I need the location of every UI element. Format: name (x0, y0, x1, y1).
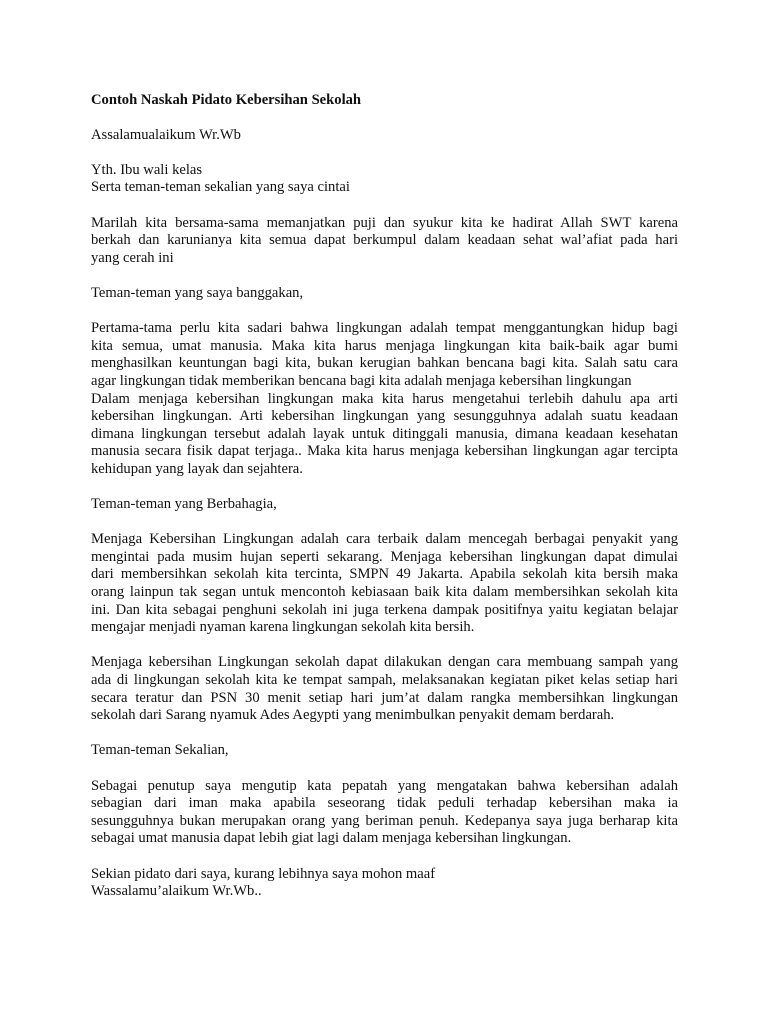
paragraph-line: manusia secara fisik dapat terjaga.. Maka kita harus menjaga kebersihan lingkungan agar tercipta (91, 443, 678, 460)
paragraph-line: mengajar menjadi nyaman karena lingkungan sekolah kita bersih. (91, 619, 475, 636)
paragraph-environment (91, 320, 678, 478)
paragraph-line: Pertama-tama perlu kita sadari bahwa lingkungan adalah tempat menggantungkan hidup bagi (91, 320, 678, 337)
paragraph-line: ada di lingkungan sekolah kita ke tempat sampah, melaksanakan kegiatan piket kelas setiap hari (91, 672, 678, 688)
paragraph-line: berkah dan karunianya kita semua dapat berkumpul dalam keadaan sehat wal’afiat pada hari (91, 232, 678, 249)
paragraph-line: yang cerah ini (91, 249, 174, 266)
salutation-line: Teman-teman yang saya banggakan, (91, 284, 304, 301)
paragraph-line: kehidupan yang layak dan sejahtera. (91, 460, 303, 477)
document-page (91, 92, 678, 918)
paragraph-line: kita semua, umat manusia. Maka kita harus menjaga lingkungan kita baik-baik agar bumi (91, 337, 678, 354)
paragraph-line: Menjaga kebersihan Lingkungan sekolah dapat dilakukan dengan cara membuang sampah yang (91, 654, 678, 671)
paragraph-line: Sebagai penutup saya mengutip kata pepatah yang mengatakan bahwa kebersihan adalah (91, 777, 678, 794)
paragraph-line: Dalam menjaga kebersihan lingkungan maka kita harus mengetahui terlebih dahulu apa arti (91, 390, 678, 407)
paragraph-line: Menjaga Kebersihan Lingkungan adalah cara terbaik dalam mencegah berbagai penyakit yang (91, 531, 678, 548)
closing-line: Wassalamu’alaikum Wr.Wb.. (91, 883, 262, 900)
salutation-1 (91, 285, 678, 303)
address-block (91, 162, 678, 197)
paragraph-line: sebagai umat manusia dapat lebih giat lagi dalam menjaga kebersihan lingkungan. (91, 830, 572, 847)
paragraph-line: dimana lingkungan tersebut adalah layak untuk ditinggali manusia, dimana keadaan kesehatan (91, 425, 678, 442)
paragraph-cleanliness (91, 531, 678, 637)
greeting-line: Assalamualaikum Wr.Wb (91, 126, 241, 143)
paragraph-line: agar lingkungan tidak memberikan bencana bagi kita adalah menjaga kebersihan lingkungan (91, 372, 632, 389)
paragraph-line: ini. Dan kita sebagai penghuni sekolah ini juga terkena dampak positifnya yaitu kegiatan belajar (91, 601, 678, 618)
closing-block (91, 866, 678, 901)
paragraph-closing (91, 778, 678, 848)
salutation-2 (91, 496, 678, 514)
paragraph-line: mengintai pada musim hujan seperti sekarang. Menjaga kebersihan lingkungan dapat dimulai (91, 548, 678, 565)
paragraph-line: dari membersihkan sekolah kita tercinta, SMPN 49 Jakarta. Apabila sekolah kita bersih maka (91, 566, 678, 583)
paragraph-line: orang lainpun tak segan untuk mencontoh kebiasaan baik kita dalam membersihkan sekolah kita (91, 584, 678, 601)
closing-line: Sekian pidato dari saya, kurang lebihnya saya mohon maaf (91, 865, 436, 882)
paragraph-line: secara teratur dan PSN 30 menit setiap hari jum’at dalam rangka membersihkan lingkungan (91, 689, 678, 706)
paragraph-line: sebagian dari iman maka apabila seseorang tidak peduli terhadap kebersihan maka ia (91, 795, 678, 812)
salutation-line: Teman-teman yang Berbahagia, (91, 496, 277, 513)
paragraph-line: sesungguhnya bukan merupakan orang yang beriman penuh. Kedepanya saya juga berharap kita (91, 812, 678, 829)
greeting (91, 127, 678, 145)
paragraph-line: sekolah dari Sarang nyamuk Ades Aegypti yang menimbulkan penyakit demam berdarah. (91, 707, 615, 724)
document-title: Contoh Naskah Pidato Kebersihan Sekolah (91, 92, 362, 108)
salutation-3 (91, 742, 678, 760)
paragraph-line: menghasilkan keuntungan bagi kita, bukan kerugian bahkan bencana bagi kita. Salah satu cara (91, 355, 678, 372)
paragraph-opening (91, 215, 678, 268)
address-line: Serta teman-teman sekalian yang saya cintai (91, 179, 350, 196)
paragraph-line: Marilah kita bersama-sama memanjatkan puji dan syukur kita ke hadirat Allah SWT karena (91, 214, 678, 231)
paragraph-methods (91, 654, 678, 724)
address-line: Yth. Ibu wali kelas (91, 161, 203, 178)
salutation-line: Teman-teman Sekalian, (91, 742, 229, 759)
paragraph-line: kebersihan lingkungan. Arti kebersihan lingkungan yang sesungguhnya adalah suatu keadaan (91, 408, 678, 425)
